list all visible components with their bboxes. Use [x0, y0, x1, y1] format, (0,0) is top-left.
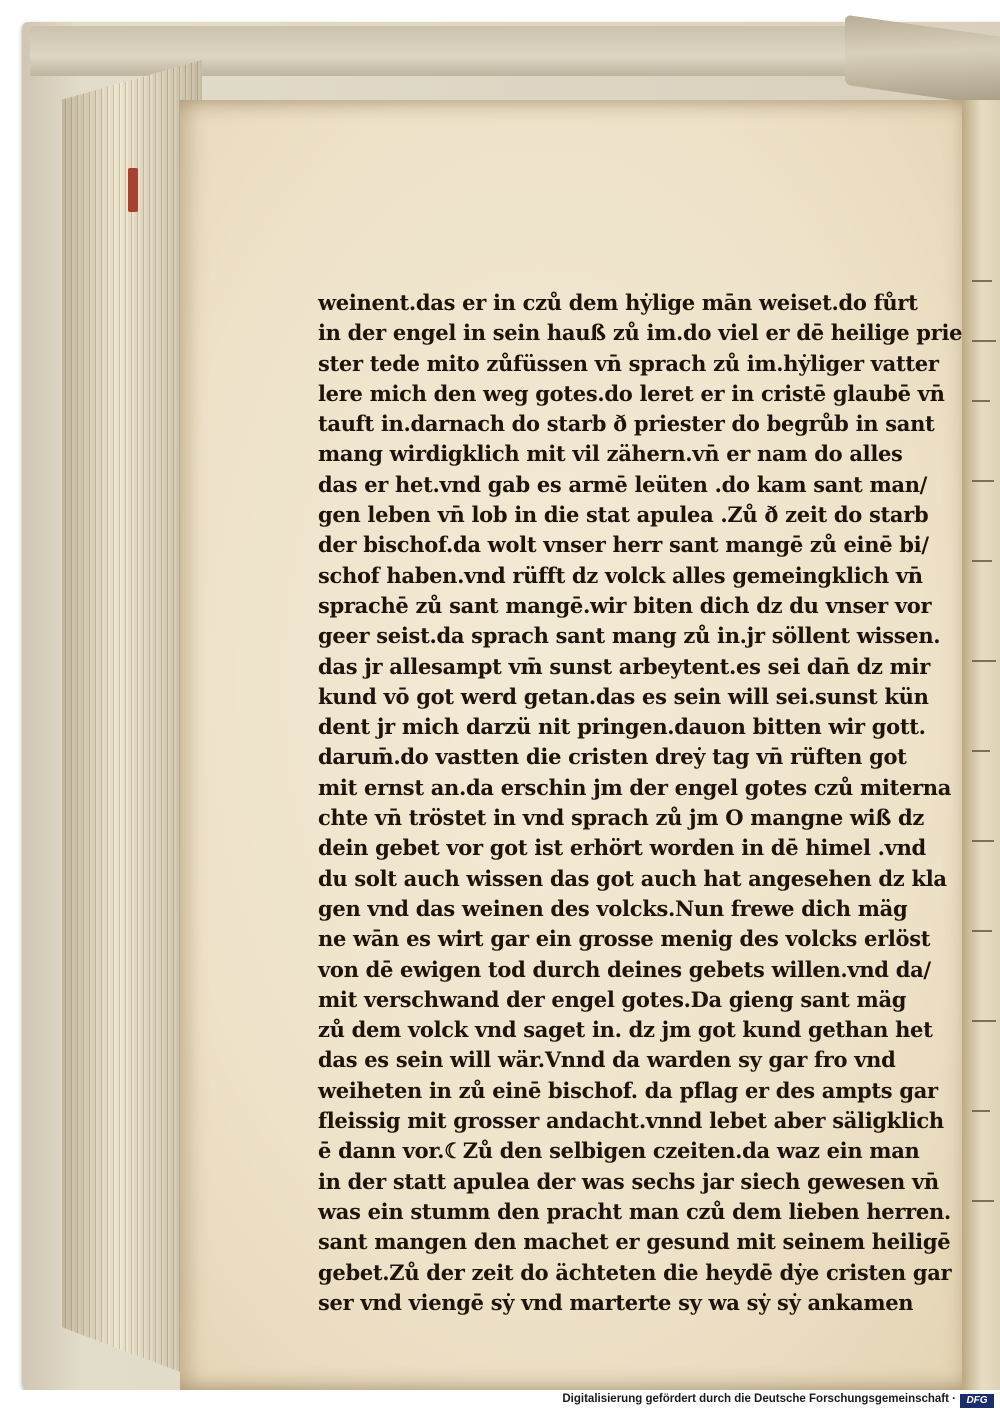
text-line: chte vn̄ tröstet in vnd sprach zů jm O mangne wiß dz: [318, 805, 925, 831]
text-line: mang wirdigklich mit vil zähern.vn̄ er nam do alles: [318, 441, 903, 467]
text-line: dent jr mich darzü nit pringen.dauon bitten wir gott.: [318, 714, 926, 740]
text-line: mit verschwand der engel gotes.Da gieng sant mäg: [318, 986, 907, 1012]
facing-text-fragment: [972, 340, 996, 342]
text-line: sprachē zů sant mangē.wir biten dich dz du vnser vor: [318, 592, 932, 618]
text-line: von dē ewigen tod durch deines gebets willen.vnd da/: [318, 956, 931, 982]
facing-text-fragment: [972, 1200, 994, 1202]
facing-text-fragment: [972, 560, 992, 562]
text-line: fleissig mit grosser andacht.vnnd lebet aber säligklich: [318, 1108, 944, 1134]
text-line: kund vō got werd getan.das es sein will sei.sunst kün: [318, 683, 929, 709]
text-line: was ein stumm den pracht man czů dem lieben herren.: [318, 1198, 951, 1224]
cover-top-edge: [30, 26, 860, 76]
text-line: ser vnd viengē sẏ vnd marterte sy wa sẏ sẏ ankamen: [318, 1289, 914, 1315]
footer-bar: [0, 1392, 1000, 1411]
facing-text-fragment: [972, 1110, 990, 1112]
funding-credit: Digitalisierung gefördert durch die Deutsche Forschungsgemeinschaft ·: [562, 1393, 956, 1405]
facing-text-fragment: [972, 840, 994, 842]
text-line: das er het.vnd gab es armē leüten .do kam sant man/: [318, 471, 928, 497]
text-line: weiheten in zů einē bischof. da pflag er des ampts gar: [318, 1077, 938, 1103]
page-text-block: [318, 288, 963, 1318]
text-line: ster tede mito zůfüssen vn̄ sprach zů im.hẏliger vatter: [318, 350, 939, 376]
facing-text-fragment: [972, 480, 994, 482]
facing-text-fragment: [972, 1020, 996, 1022]
facing-text-fragment: [972, 930, 992, 932]
text-line: der bischof.da wolt vnser herr sant mangē zů einē bi/: [318, 532, 929, 558]
text-line: gebet.Zů der zeit do ächteten die heydē dẏe cristen gar: [318, 1259, 952, 1285]
text-line: das jr allesampt vm̄ sunst arbeytent.es sei dan̄ dz mir: [318, 653, 930, 679]
text-line: du solt auch wissen das got auch hat angesehen dz kla: [318, 865, 947, 891]
text-line: mit ernst an.da erschin jm der engel gotes czů miterna: [318, 774, 952, 800]
text-line: ē dann vor.☾Zů den selbigen czeiten.da waz ein man: [318, 1138, 920, 1164]
facing-page-edge: [962, 100, 1000, 1390]
text-line: weinent.das er in czů dem hẏlige mān weiset.do fůrt: [318, 290, 918, 315]
text-line: zů dem volck vnd saget in. dz jm got kund gethan het: [318, 1017, 933, 1043]
facing-text-fragment: [972, 280, 992, 282]
text-line: in der statt apulea der was sechs jar siech gewesen vn̄: [318, 1168, 939, 1194]
facing-text-fragment: [972, 400, 990, 402]
text-line: tauft in.darnach do starb ð priester do begrůb in sant: [318, 411, 935, 437]
facing-text-fragment: [972, 750, 990, 752]
text-line: sant mangen den machet er gesund mit seinem heiligē: [318, 1229, 951, 1255]
facing-text-fragment: [972, 660, 996, 662]
red-bookmark-tab: [128, 168, 138, 212]
text-line: dein gebet vor got ist erhört worden in dē himel .vnd: [318, 835, 926, 861]
text-line: schof haben.vnd rüfft dz volck alles gemeingklich vn̄: [318, 562, 923, 588]
text-line: gen vnd das weinen des volcks.Nun frewe dich mäg: [318, 895, 908, 921]
dfg-logo: DFG: [960, 1394, 994, 1408]
text-line: darum̄.do vastten die cristen dreẏ tag vn̄ rüften got: [318, 744, 907, 770]
text-line: geer seist.da sprach sant mang zů in.jr söllent wissen.: [318, 623, 941, 649]
text-line: gen leben vn̄ lob in die stat apulea .Zů ð zeit do starb: [318, 502, 929, 528]
text-line: lere mich den weg gotes.do leret er in cristē glaubē vn̄: [318, 380, 945, 406]
text-line: ne wān es wirt gar ein grosse menig des volcks erlöst: [318, 926, 931, 952]
text-line: das es sein will wär.Vnnd da warden sy gar fro vnd: [318, 1047, 896, 1073]
text-line: in der engel in sein hauß zů im.do viel er dē heilige prie: [318, 320, 963, 346]
